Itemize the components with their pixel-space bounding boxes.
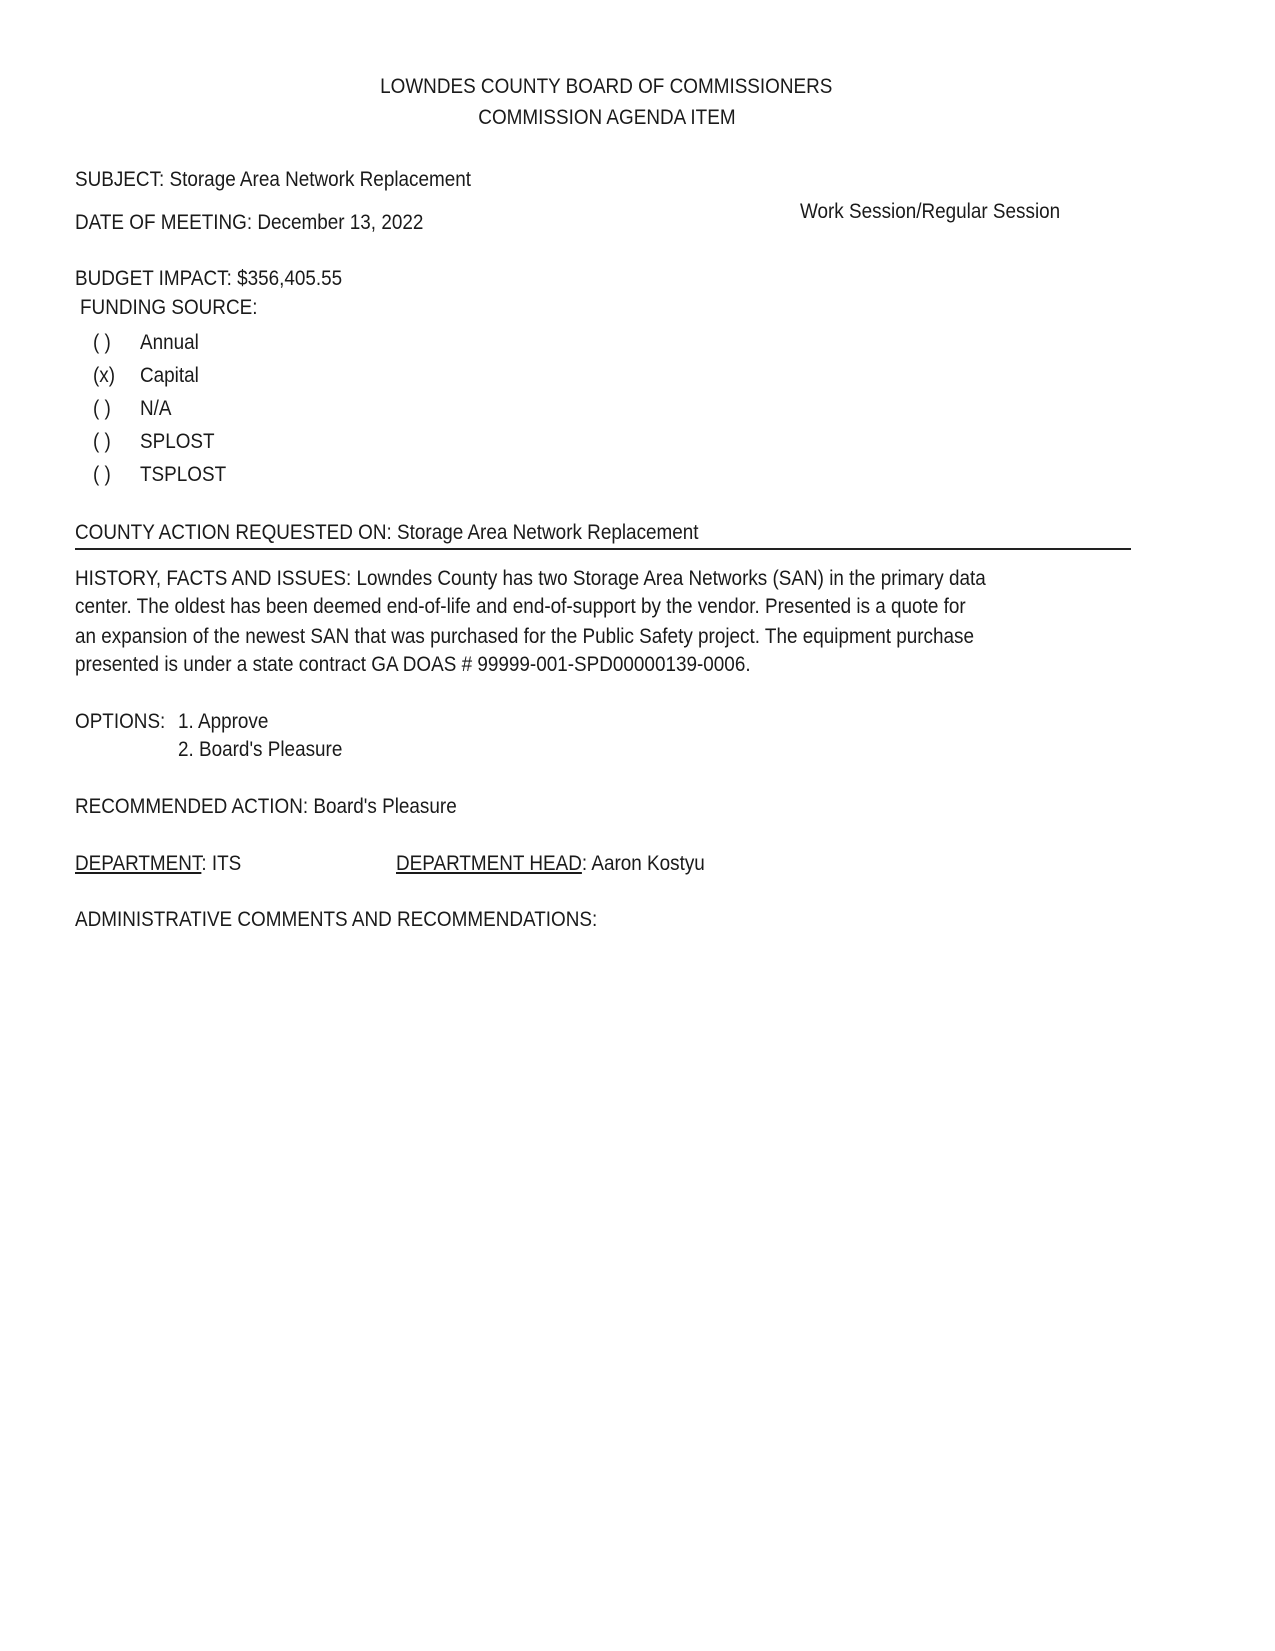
department-head [396,851,705,877]
session-type: Work Session/Regular Session [800,200,1061,223]
department-label: DEPARTMENT [75,852,202,875]
checkbox-mark: ( ) [93,397,111,420]
option-label: SPLOST [140,430,215,453]
header-title [0,74,1213,100]
option-label: N/A [140,397,172,420]
option-label: Annual [140,331,199,354]
department-head-value: : Aaron Kostyu [581,852,705,875]
county-action-requested: COUNTY ACTION REQUESTED ON: Storage Area Network Replacement [75,521,699,544]
funding-source-label: FUNDING SOURCE: [80,296,258,319]
subject: SUBJECT: Storage Area Network Replacement [75,168,472,191]
checkbox-mark: ( ) [93,463,111,486]
checkbox-mark: ( ) [93,331,111,354]
option-label: Capital [140,364,199,387]
checkbox-mark: (x) [93,364,116,387]
recommended-action: RECOMMENDED ACTION: Board's Pleasure [75,795,457,818]
department-value: : ITS [201,852,242,875]
department [75,851,241,877]
history-line: an expansion of the newest SAN that was purchased for the Public Safety project. The equipment purchase [75,625,974,648]
option-item: 2. Board's Pleasure [178,738,343,761]
history-line: center. The oldest has been deemed end-of-life and end-of-support by the vendor. Presented is a quote for [75,595,966,618]
section-divider [75,548,1131,550]
date-of-meeting: DATE OF MEETING: December 13, 2022 [75,211,424,234]
options-label: OPTIONS: [75,710,166,733]
history-line: presented is under a state contract GA DOAS # 99999-001-SPD00000139-0006. [75,653,751,676]
budget-impact: BUDGET IMPACT: $356,405.55 [75,267,343,290]
administrative-comments: ADMINISTRATIVE COMMENTS AND RECOMMENDATIONS: [75,908,598,931]
header-subtitle [0,105,1213,131]
department-head-label: DEPARTMENT HEAD [396,852,582,875]
option-item: 1. Approve [178,710,269,733]
header-line-1: LOWNDES COUNTY BOARD OF COMMISSIONERS [380,75,833,98]
history-line: HISTORY, FACTS AND ISSUES: Lowndes County has two Storage Area Networks (SAN) in the primary data [75,567,986,590]
checkbox-mark: ( ) [93,430,111,453]
option-label: TSPLOST [140,463,227,486]
header-line-2: COMMISSION AGENDA ITEM [477,106,736,129]
